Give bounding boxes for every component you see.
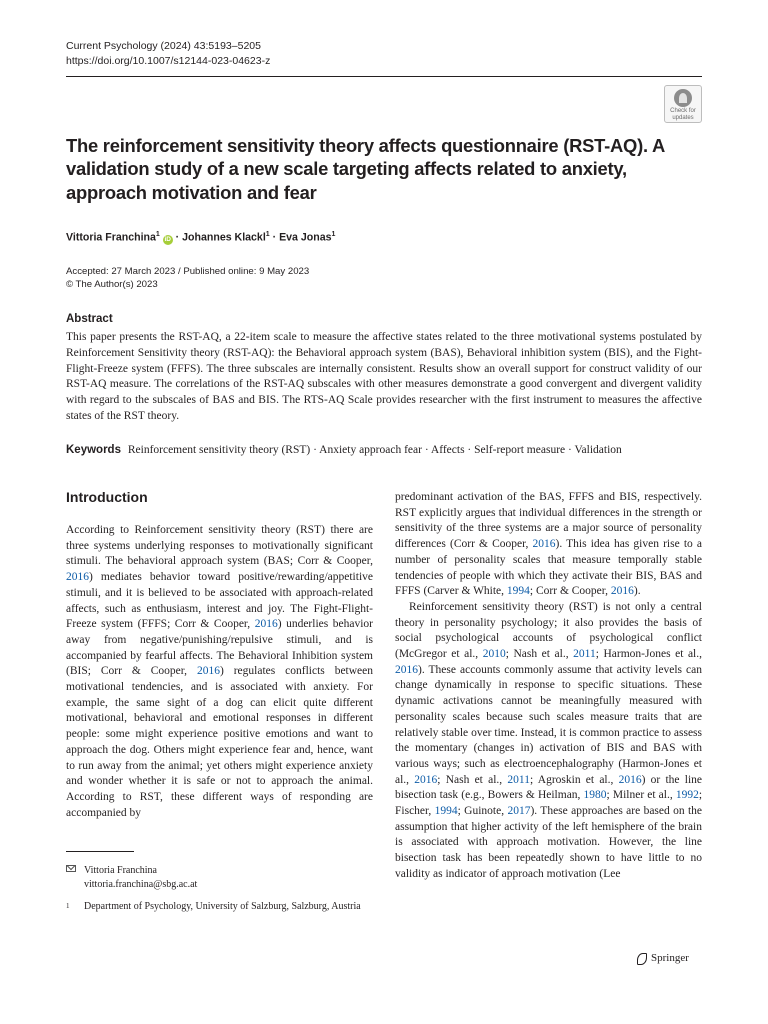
citation-link[interactable]: 2011: [507, 773, 530, 786]
body-text: ). This idea has given rise to a number of personality scales that measure temporally stable tendencies of people with which they activate their BIS, BAS and FFFS (Carver & White,: [395, 538, 702, 598]
keywords-heading: Keywords: [66, 444, 121, 456]
body-text: ; Guinote,: [457, 805, 508, 818]
publication-dates: Accepted: 27 March 2023 / Published online: 9 May 2023: [66, 266, 310, 277]
body-text: ). These approaches are based on the assumption that higher activity of the left hemisphere of the brain is associated with approach motivation. However, the line bisection task has been repeatedly shown to have little to no validity as indicator of approach motivation (Lee: [395, 805, 702, 880]
body-paragraph: [66, 523, 373, 821]
author-separator: ·: [269, 231, 280, 244]
body-column-right: [395, 490, 702, 883]
citation-link[interactable]: 2016: [618, 773, 642, 786]
citation-link[interactable]: 2017: [507, 805, 531, 818]
copyright-notice: © The Author(s) 2023: [66, 279, 158, 290]
journal-citation: Current Psychology (2024) 43:5193–5205: [66, 40, 261, 52]
citation-link[interactable]: 1980: [583, 789, 607, 802]
author-name[interactable]: Eva Jonas: [279, 231, 332, 244]
body-text: ; Corr & Cooper,: [529, 585, 611, 598]
keywords-list: Reinforcement sensitivity theory (RST) · Anxiety approach fear · Affects · Self-report measure · Validation: [127, 444, 622, 456]
body-text: ; Harmon-Jones et al.,: [595, 648, 703, 661]
check-for-updates-badge[interactable]: [664, 85, 702, 123]
body-text: ).: [633, 585, 641, 598]
doi-link[interactable]: https://doi.org/10.1007/s12144-023-04623-z: [66, 55, 271, 67]
springer-horse-icon: [636, 952, 647, 965]
corresponding-author-email[interactable]: vittoria.franchina@sbg.ac.at: [84, 878, 198, 890]
citation-link[interactable]: 2016: [414, 773, 438, 786]
citation-link[interactable]: 2010: [482, 648, 506, 661]
body-paragraph: [395, 490, 702, 600]
citation-link[interactable]: 2016: [395, 663, 418, 676]
author-list: [66, 228, 335, 245]
citation-link[interactable]: 1994: [434, 805, 458, 818]
citation-link[interactable]: 2016: [610, 585, 634, 598]
footnotes: [66, 864, 373, 917]
body-paragraph: [395, 600, 702, 883]
corresponding-author-name: Vittoria Franchina: [84, 865, 157, 876]
author-affiliation-mark: 1: [265, 231, 270, 238]
abstract-text: This paper presents the RST-AQ, a 22-item scale to measure the affective states related to the three motivational systems postulated by Reinforcement Sensitivity theory (RST-AQ): the Behavioral approach system (BAS), Behavioral inhibition system (BIS), and the Fight-Flight-Freeze system (FFFS). The three subscales are internally consistent. Results show an overall support for construct validity of our RST-AQ measure. The correlations of the RST-AQ subscales with other measures demonstrate a good convergent and divergent validity with regard to the subscales of BAS and BIS. The RTS-AQ Scale provides researcher with the first instrument to measures the affective states of the RST theory.: [66, 331, 702, 422]
header-rule: [66, 76, 702, 77]
author-separator: ·: [172, 231, 183, 244]
body-text: ) regulates conflicts between motivational tendencies, and is associated with anxiety. For example, the same sight of a dog can elicit quite different motivational, behavioral and emotional responses in different people: some might experience positive emotions and want to approach the dog. Others might experience fear and, hence, want to run away from the animal; yet others might experience anxiety and wonder whether it is safe or not to approach the animal. According to RST, these different ways of responding are accompanied by: [66, 665, 374, 819]
author-affiliation-mark: 1: [155, 231, 160, 238]
affiliation-text: Department of Psychology, University of Salzburg, Salzburg, Austria: [84, 901, 361, 912]
check-badge-line2: updates: [672, 114, 694, 121]
citation-link[interactable]: 2011: [573, 648, 596, 661]
abstract-heading: Abstract: [66, 313, 113, 325]
body-column-left: [66, 523, 373, 821]
body-text: predominant activation of the BAS, FFFS and BIS, respectively. RST explicitly argues that individual differences in the strength or sensitivity of the three systems are a major source of personality differences (Corr & Cooper,: [395, 491, 702, 551]
body-text: ; Agroskin et al.,: [529, 773, 619, 786]
orcid-icon[interactable]: iD: [164, 235, 171, 243]
introduction-heading: Introduction: [66, 489, 148, 505]
body-text: ; Milner et al.,: [606, 789, 676, 802]
citation-link[interactable]: 2016: [66, 571, 89, 584]
author-name[interactable]: Johannes Klackl: [182, 231, 266, 244]
citation-link[interactable]: 2016: [254, 618, 278, 631]
check-badge-line1: Check for: [670, 108, 696, 114]
body-text: ) mediates behavior toward positive/rewarding/appetitive stimuli, and it is believed to be associated with approach-related affects, such as enthusiasm, interest and joy. The Fight-Flight-Freeze system (FFFS; Corr & Cooper,: [66, 571, 373, 631]
body-text: ; Nash et al.,: [437, 773, 508, 786]
publisher-name: Springer: [651, 952, 689, 964]
citation-link[interactable]: 1994: [506, 585, 530, 598]
check-updates-icon: [674, 89, 692, 107]
affiliation-mark: 1: [66, 902, 70, 910]
affiliation-note: [66, 900, 373, 917]
body-text: ) or the line bisection task (e.g., Bowers & Heilman,: [395, 773, 702, 802]
author-name[interactable]: Vittoria Franchina: [66, 231, 156, 244]
body-text: ) underlies behavior away from negative/punishing/repulsive stimuli, and is accompanied by fearful affects. The Behavioral Inhibition system (BIS; Corr & Cooper,: [66, 618, 373, 678]
keywords: [66, 443, 702, 458]
body-text: ; Nash et al.,: [505, 648, 574, 661]
journal-info: [66, 39, 270, 69]
body-text: ; Fischer,: [395, 789, 703, 818]
author-affiliation-mark: 1: [331, 231, 336, 238]
body-text: According to Reinforcement sensitivity theory (RST) there are three systems underlying responses to motivationally significant stimuli. The behavioral approach system (BAS; Corr & Cooper,: [66, 524, 373, 568]
publisher-logo: [636, 951, 689, 965]
envelope-icon: [66, 865, 76, 872]
body-text: ). These accounts commonly assume that activity levels can change dynamically in response to specific situations. These dynamic activations cannot be meaningfully measured with personality scales because such scales measure traits that are relatively stable over time. Instead, it is common practice to assess the momentary (changes in) activation of BIS and BAS with various ways; such as electroencephalography (Harmon-Jones et al.,: [395, 663, 702, 786]
citation-link[interactable]: 2016: [532, 538, 556, 551]
paper-title: The reinforcement sensitivity theory affects questionnaire (RST-AQ). A validation study of a new scale targeting affects related to anxiety, approach motivation and fear: [66, 135, 665, 203]
citation-link[interactable]: 2016: [196, 665, 220, 678]
body-text: Reinforcement sensitivity theory (RST) is not only a central theory in personality psychology; it also provides the basis of social psychological accounts of psychological conflict (McGregor et al.,: [395, 600, 702, 661]
publication-history: [66, 265, 309, 291]
corresponding-author-note: [66, 864, 373, 891]
footnote-rule: [66, 851, 134, 852]
citation-link[interactable]: 1992: [675, 789, 699, 802]
